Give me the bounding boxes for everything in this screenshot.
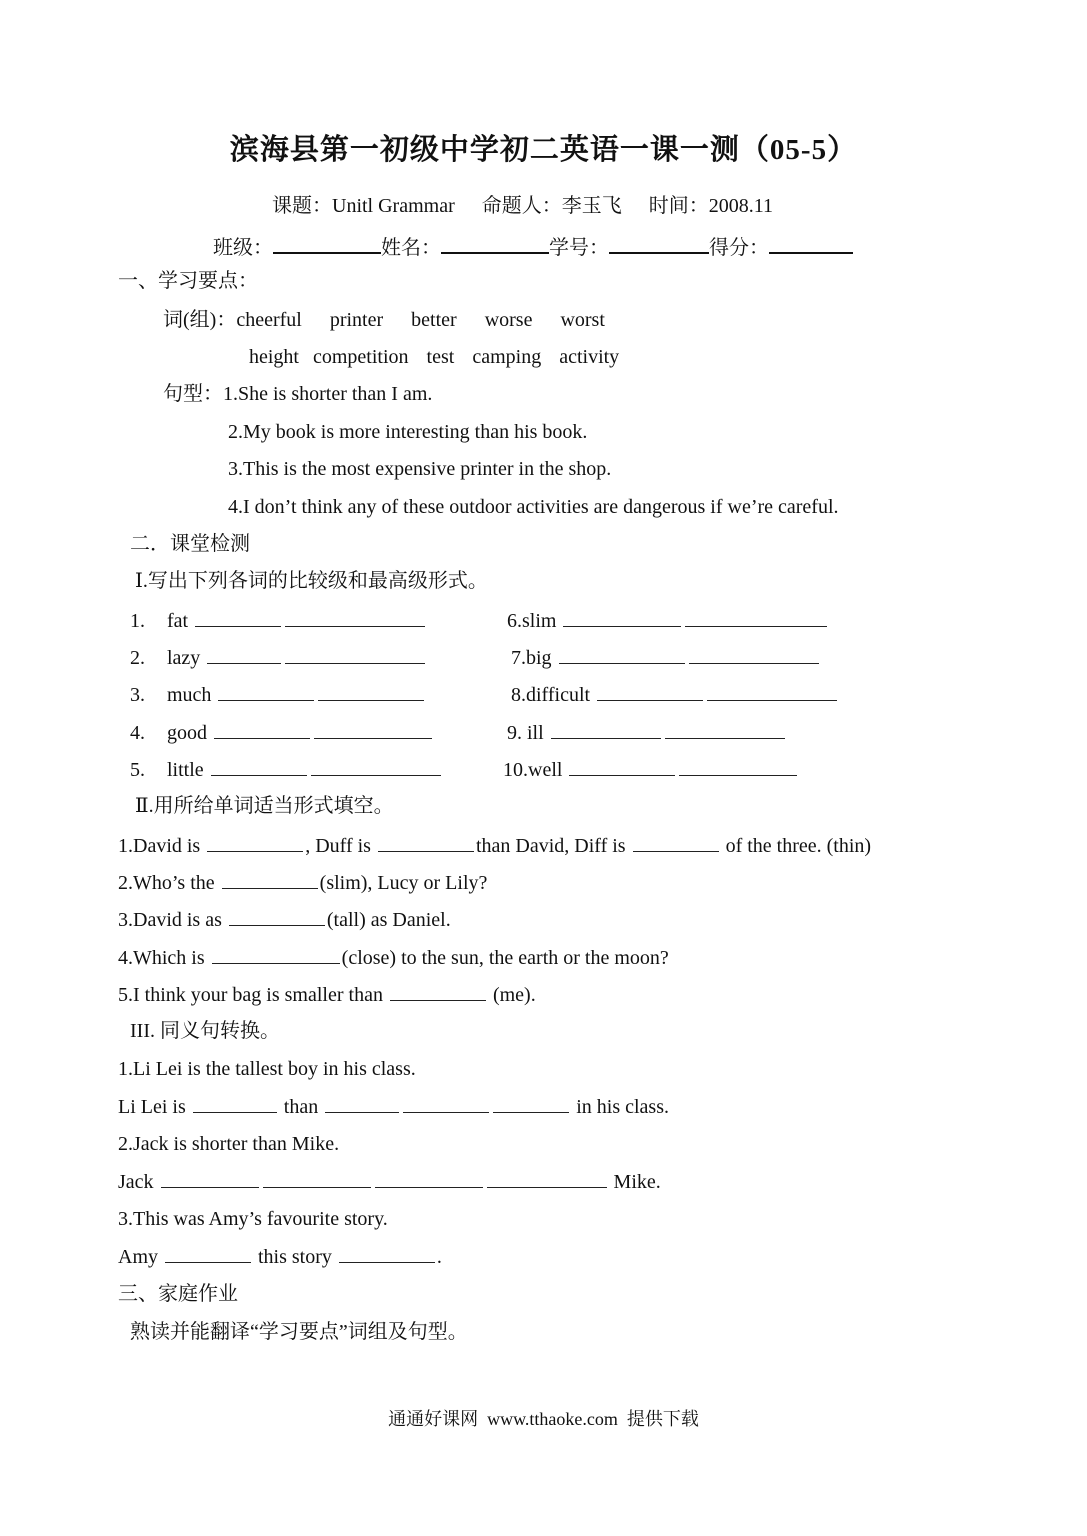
list-item: 9. ill [507, 722, 787, 743]
answer-blank[interactable] [285, 647, 425, 664]
answer-blank[interactable] [378, 835, 474, 852]
question-5: 5.I think your bag is smaller than (me). [118, 984, 536, 1006]
list-item: 6.slim [507, 610, 829, 631]
sentence-rewrite-1: Li Lei is than in his class. [118, 1096, 669, 1118]
part2-heading: Ⅱ.用所给单词适当形式填空。 [135, 795, 394, 817]
class-blank[interactable] [273, 234, 381, 254]
answer-blank[interactable] [211, 759, 307, 776]
section3-heading: 三、家庭作业 [118, 1283, 238, 1305]
score-label: 得分： [709, 237, 769, 259]
word-item: activity [559, 346, 620, 368]
answer-blank[interactable] [314, 722, 432, 739]
answer-blank[interactable] [563, 610, 681, 627]
word-item: printer [329, 309, 384, 331]
answer-blank[interactable] [551, 722, 661, 739]
words-row-1 [163, 310, 633, 330]
question-2: 2.Who’s the (slim), Lucy or Lily? [118, 872, 488, 894]
answer-blank[interactable] [212, 947, 340, 964]
date: 时间：2008.11 [648, 195, 774, 217]
sentence-rewrite-3: Amy this story . [118, 1246, 442, 1268]
question-3: 3.David is as (tall) as Daniel. [118, 909, 451, 931]
answer-blank[interactable] [207, 835, 303, 852]
words-label: 词(组)： [163, 309, 237, 331]
name-label: 姓名： [381, 237, 441, 259]
answer-blank[interactable] [193, 1096, 277, 1113]
question-1: 1.David is , Duff is than David, Diff is of the three. (thin) [118, 835, 872, 857]
part3-heading: III. 同义句转换。 [130, 1020, 280, 1042]
sentence-original-3: 3.This was Amy’s favourite story. [118, 1208, 388, 1230]
number-label: 学号： [549, 237, 609, 259]
answer-blank[interactable] [318, 684, 424, 701]
answer-blank[interactable] [229, 909, 325, 926]
sentence-item: 3.This is the most expensive printer in the shop. [228, 458, 612, 480]
answer-blank[interactable] [161, 1171, 259, 1188]
student-info-line [213, 234, 853, 258]
sentence-original-2: 2.Jack is shorter than Mike. [118, 1133, 340, 1155]
number-blank[interactable] [609, 234, 709, 254]
list-item: 8.difficult [511, 684, 839, 705]
sentences-label: 句型： [163, 383, 223, 405]
sentence-item: 2.My book is more interesting than his book. [228, 421, 588, 443]
answer-blank[interactable] [569, 759, 675, 776]
answer-blank[interactable] [263, 1171, 371, 1188]
topic: 课题：Unitl Grammar [272, 195, 455, 217]
answer-blank[interactable] [375, 1171, 483, 1188]
word-item: worse [484, 309, 533, 331]
answer-blank[interactable] [685, 610, 827, 627]
answer-blank[interactable] [325, 1096, 399, 1113]
answer-blank[interactable] [559, 647, 685, 664]
answer-blank[interactable] [679, 759, 797, 776]
name-blank[interactable] [441, 234, 549, 254]
words-row-2 [249, 347, 647, 367]
footer-text: 通通好课网 www.tthaoke.com 提供下载 [388, 1409, 699, 1429]
sentences-row-1 [163, 384, 432, 404]
answer-blank[interactable] [222, 872, 318, 889]
section2-heading: 二．课堂检测 [130, 533, 250, 555]
answer-blank[interactable] [487, 1171, 607, 1188]
sentence-item: 4.I don’t think any of these outdoor activities are dangerous if we’re careful. [228, 496, 839, 518]
answer-blank[interactable] [311, 759, 441, 776]
answer-blank[interactable] [207, 647, 281, 664]
list-item: 3. much [130, 684, 426, 705]
sentence-item: 1.She is shorter than I am. [223, 383, 433, 405]
section1-heading: 一、学习要点： [118, 270, 258, 292]
list-item: 4. good [130, 722, 434, 743]
word-item: camping [472, 346, 542, 368]
answer-blank[interactable] [339, 1246, 435, 1263]
word-item: cheerful [236, 309, 302, 331]
part1-heading: Ⅰ.写出下列各词的比较级和最高级形式。 [135, 570, 488, 592]
list-item: 10.well [503, 759, 799, 780]
answer-blank[interactable] [195, 610, 281, 627]
list-item: 1. fat [130, 610, 427, 631]
homework-text: 熟读并能翻译“学习要点”词组及句型。 [130, 1321, 468, 1343]
answer-blank[interactable] [597, 684, 703, 701]
class-label: 班级： [213, 237, 273, 259]
answer-blank[interactable] [633, 835, 719, 852]
answer-blank[interactable] [218, 684, 314, 701]
sentence-original-1: 1.Li Lei is the tallest boy in his class. [118, 1058, 416, 1080]
word-item: competition [313, 346, 409, 368]
answer-blank[interactable] [390, 984, 486, 1001]
list-item: 5. little [130, 759, 443, 780]
answer-blank[interactable] [165, 1246, 251, 1263]
page-title: 滨海县第一初级中学初二英语一课一测（05-5） [229, 134, 858, 166]
word-item: worst [560, 309, 605, 331]
list-item: 2. lazy [130, 647, 427, 668]
answer-blank[interactable] [665, 722, 785, 739]
sentence-rewrite-2: Jack Mike. [118, 1171, 661, 1193]
word-item: better [411, 309, 457, 331]
score-blank[interactable] [769, 234, 853, 254]
author: 命题人：李玉飞 [481, 195, 622, 217]
subtitle [272, 196, 795, 216]
list-item: 7.big [511, 647, 821, 668]
word-item: height [249, 346, 299, 368]
answer-blank[interactable] [403, 1096, 489, 1113]
word-item: test [426, 346, 455, 368]
answer-blank[interactable] [214, 722, 310, 739]
question-4: 4.Which is (close) to the sun, the earth or the moon? [118, 947, 669, 969]
answer-blank[interactable] [707, 684, 837, 701]
answer-blank[interactable] [285, 610, 425, 627]
answer-blank[interactable] [493, 1096, 569, 1113]
answer-blank[interactable] [689, 647, 819, 664]
